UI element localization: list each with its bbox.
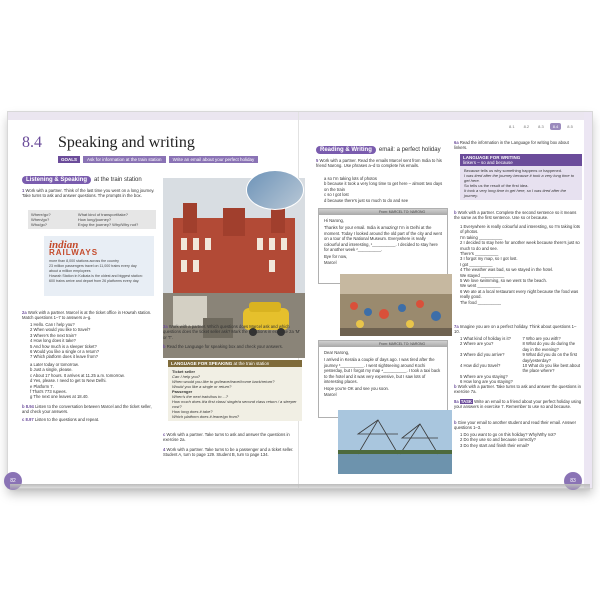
question-item: 5 And how much is a sleeper ticket? <box>30 343 97 349</box>
ex3c-text: Work with a partner. Take turns to ask and answer the questions in exercise 2a. <box>163 432 290 443</box>
exercise-3b: b Read the Language for speaking box and check your answers. <box>163 344 283 349</box>
ex3b-text: Read the Language for speaking box and check your answers. <box>166 344 283 349</box>
exercise-4: 4 Work with a partner. Take turns to be a passenger and a ticket seller. Student A, turn to page 129. Student B, turn to page 134. <box>163 447 294 458</box>
section-nav <box>506 123 576 130</box>
ex7a-item: 5 Where are you staying? <box>460 373 508 379</box>
lfs-line: When would you like to go/leave/travel/come back/return? <box>172 379 275 384</box>
fact-item: more than 8,000 stations across the country <box>49 259 119 263</box>
lfw-title: LANGUAGE FOR WRITING <box>463 155 521 160</box>
lfs-subtitle: at the train station <box>233 361 270 366</box>
question-item: 6 Would you like a single or a return? <box>30 349 100 355</box>
lfw-subtitle: linkers – so and because <box>463 160 513 165</box>
phrase-list <box>324 176 448 203</box>
page-number-left: 82 <box>4 472 22 490</box>
reading-heading <box>316 146 441 154</box>
reading-tag: Reading & Writing <box>316 146 376 154</box>
kerala-fishing-nets-photo <box>338 410 452 474</box>
ex7a-item: 7 Who are you with? <box>522 336 561 341</box>
exercise-6a: 6a Read the information in the Language for writing box about linkers. <box>454 140 569 151</box>
phrase-item: d because there's just so much to do and see <box>324 197 409 203</box>
email-1-signoff: Bye for now, <box>324 254 348 260</box>
lfs-line: Would you like a single or return? <box>172 384 232 389</box>
exercise-7a: 7a Imagine you are on a perfect holiday. Think about questions 1–10. <box>454 324 577 335</box>
exercise-1: 1 Work with a partner. Think of the last time you went on a long journey. Take turns to ask and answer questions. The prompts in the box. <box>22 188 155 199</box>
email-1-titlebar: From: MARCEL TO: NARONG <box>319 209 447 215</box>
ex6a-text: Read the information in the Language for writing box about linkers. <box>454 140 569 151</box>
ex6b-item: We stayed __________ <box>460 272 505 278</box>
email-2-body <box>319 347 447 400</box>
prompt-item: Where/go? <box>31 212 51 217</box>
ex6b-item: 5 We love swimming, so we went to the beach. <box>460 278 547 284</box>
language-for-speaking-box <box>168 360 302 421</box>
ex2b-text: Listen to the conversation between Marcel and the ticket seller, and check your answers. <box>22 404 152 415</box>
lfs-line: Can I help you? <box>172 374 201 379</box>
phrase-item: c so I got lost <box>324 192 349 198</box>
ex6b-item: We went __________ <box>460 283 501 289</box>
exercise-2b: b 8.94 Listen to the conversation between Marcel and the ticket seller, and check your answers. <box>22 404 152 415</box>
lfs-line: When's the next train/bus to ...? <box>172 394 229 399</box>
lfs-title: LANGUAGE FOR SPEAKING <box>171 361 233 366</box>
question-item: 7 Which platform does it leave from? <box>30 354 98 360</box>
nav-8-2[interactable]: 8.2 <box>523 124 530 129</box>
ex7a-text: Imagine you are on a perfect holiday. Think about questions 1–10. <box>454 324 577 335</box>
language-for-writing-box <box>460 154 582 200</box>
exercise-3a: 3a Work with a partner. Which questions does Marcel ask and which questions does the ticket seller ask? Mark the questions in exercise 2a 'M' or 'T'. <box>163 324 301 340</box>
ex6b-item: The food __________ <box>460 299 501 305</box>
goals-label: GOALS <box>58 156 80 163</box>
ex8b-item: 2 Do they use so and because correctly? <box>460 437 536 443</box>
lfw-line: So tells us the result of the first idea. <box>464 183 529 188</box>
nav-8-3[interactable]: 8.3 <box>538 124 544 129</box>
email-1-text: Thanks for your email. India is amazing! I'm in Delhi at the moment. Today I looked around the old part of the city and went on a tour of the National Museum. Everywhere is really colourful and interesting, ¹__________. I decided to stay here for another week ²__________. <box>324 225 442 253</box>
question-item: 3 Where's the next train? <box>30 332 77 338</box>
lfs-passenger: Passenger <box>172 389 193 394</box>
lfs-heading <box>168 360 302 367</box>
email-2-greeting: Dear Narong, <box>324 350 350 355</box>
answer-item: a Later today or tomorrow. <box>30 362 79 367</box>
lfs-ticket-seller: Ticket seller <box>172 369 196 374</box>
lfs-line: Which platform does it leave/go from? <box>172 414 240 419</box>
ex8b-item: 3 Do they start and finish their email? <box>460 442 530 448</box>
answer-item: e Platform 7. <box>30 383 54 389</box>
email-window-1 <box>318 208 448 284</box>
email-1-greeting: Hi Narong, <box>324 218 345 223</box>
lfs-line: How long does it take? <box>172 409 213 414</box>
prompt-item: Enjoy the journey? Why/Why not? <box>77 222 139 227</box>
prompt-box <box>28 210 156 229</box>
exercise-8b: b Give your email to another student and read their email. Answer questions 1–3. <box>454 420 576 431</box>
rail-facts-box <box>44 236 154 296</box>
lfw-line: Because tells us why something happens or happened. <box>464 168 563 173</box>
exercise-5: 5 Work with a partner. Read the emails Marcel sent from India to his friend Narong. Use phrases a–d to complete his emails. <box>316 158 442 169</box>
listening-sub: at the train station <box>94 177 142 183</box>
unit-number: 8.4 <box>22 134 42 151</box>
lfw-line: It took a very long time to get here, so I was tired after the journey. <box>464 188 567 198</box>
page-title: Speaking and writing <box>58 134 195 151</box>
nav-8-4[interactable]: 8.4 <box>550 123 562 130</box>
ex6b-text: Work with a partner. Complete the second sentence so it means the same as the first sentence. Use so or because. <box>454 210 577 221</box>
email-2-name: Marcel <box>324 391 337 397</box>
reading-sub: email: a perfect holiday <box>378 147 441 153</box>
ex6b-item: I'm taking __________ <box>460 234 503 240</box>
ex7a-item: 1 What kind of holiday is it? <box>460 336 511 341</box>
exercise-6b: b Work with a partner. Complete the second sentence so it means the same as the first sentence. Use so or because. <box>454 210 577 221</box>
goals-bar <box>58 156 258 163</box>
ticket-office-inset-photo <box>246 170 304 210</box>
prompt-item: When/go? <box>31 217 50 222</box>
ex8b-text: Give your email to another student and read their email. Answer questions 1–3. <box>454 420 576 431</box>
task-tag: TASK <box>460 399 472 404</box>
goal-2: Write an email about your perfect holiday <box>169 156 259 163</box>
ex6b-item: 4 The weather was bad, so we stayed in the hotel. <box>460 267 554 273</box>
fact-item: 23 million passengers travel on 11,000 trains every day <box>49 264 137 268</box>
nav-8-5[interactable]: 8.5 <box>567 124 573 129</box>
email-2-titlebar: From: MARCEL TO: NARONG <box>319 341 447 347</box>
ex7a-item: 6 How long are you staying? <box>460 379 513 385</box>
ex6b-item: 3 I forgot my map, so I got lost. <box>460 256 518 262</box>
lfw-line: I was tired after the journey because it took a very long time to get here. <box>464 173 575 183</box>
ex2c-text: Listen to the questions and repeat. <box>34 417 100 422</box>
answer-item: f That's 773 rupees. <box>30 389 67 395</box>
ex6b-item: There's __________ <box>460 251 499 257</box>
audio-tag-2b[interactable]: 8.94 <box>25 404 34 409</box>
prompt-item: Who/go? <box>31 222 48 227</box>
answer-item: b Just a single, please. <box>30 367 73 373</box>
ex6b-item: 1 Everywhere is really colourful and interesting, so I'm taking lots of photos. <box>460 224 580 235</box>
ex7a-item: 2 Where are you? <box>460 341 494 347</box>
prompt-item: What kind of transport/take? <box>77 212 128 217</box>
nets-illustration <box>338 410 452 474</box>
email-2-signoff: Hope you're OK and see you soon. <box>324 386 390 392</box>
ex7a-item: 10 What do you like best about the place where? <box>522 363 580 374</box>
email-1-name: Marcel <box>324 259 337 265</box>
listening-tag: Listening & Speaking <box>22 176 91 184</box>
ex8b-items <box>460 432 582 448</box>
exercise-8a: 8a TASK Write an email to a friend about your perfect holiday using your answers in exercise 7. Remember to use so and because. <box>454 399 582 410</box>
ex1-text: Work with a partner. Think of the last time you went on a long journey. Take turns to ask and answer questions. The prompts in the box. <box>22 188 155 199</box>
ex5-text: Work with a partner. Read the emails Marcel sent from India to his friend Narong. Use phrases a–d to complete his emails. <box>316 158 442 169</box>
spread-shadow <box>10 484 590 492</box>
ex3a-text: Work with a partner. Which questions does Marcel ask and which questions does the ticket seller ask? Mark the questions in exercise 2a 'M' or 'T'. <box>163 324 301 340</box>
answer-item: c About 17 hours. It arrives at 11.25 a.m. tomorrow. <box>30 372 125 378</box>
ex7a-item: 3 Where did you arrive? <box>460 352 505 358</box>
fact-item: about a million employees <box>49 269 91 273</box>
question-item: 1 Hello. Can I help you? <box>30 322 75 327</box>
question-list <box>30 322 158 360</box>
textbook-spread <box>8 112 592 488</box>
ex7b-text: Work with a partner. Take turns to ask and answer the questions in exercise 7a. <box>454 384 581 395</box>
question-item: 4 How long does it take? <box>30 338 76 344</box>
indian-railways-logo: indian <box>49 239 79 251</box>
answer-item: d Yes, please. I need to get to New Delhi. <box>30 378 107 384</box>
ex6b-item: I got __________ <box>460 261 493 267</box>
email-2-text: I arrived in Kerala a couple of days ago. I was tired after the journey ³__________. I went sightseeing around Kochi yesterday, but I forgot my map ⁴__________. I took a taxi back to the hotel and it was very expensive, but I saw lots of interesting places. <box>324 357 441 385</box>
lfs-line: How much does it/a first class/ single/a second class return / a sleeper cost? <box>172 399 297 409</box>
ex6b-item: 2 I decided to stay here for another week because there's just so much to do and see. <box>460 240 580 251</box>
top-strip <box>8 112 592 120</box>
rail-facts <box>49 259 149 284</box>
ex4-text: Work with a partner. Take turns to be a passenger and a ticket seller. Student A, turn to page 129. Student B, turn to page 134. <box>163 447 294 458</box>
answer-item: g The next one leaves at 18.40. <box>30 394 89 400</box>
ex2a-text: Work with a partner. Marcel is at the ticket office in Howrah station. Match questions 1–7 to answers a–g. <box>22 310 152 321</box>
prompt-item: How long/journey? <box>77 217 112 222</box>
ex8a-text: Write an email to a friend about your perfect holiday using your answers in exercise 7. Remember to use so and because. <box>454 399 582 410</box>
audio-tag-2c[interactable]: 8.97 <box>25 417 34 422</box>
fact-item: Howrah Station in Kolkata is the oldest and biggest station: 600 trains arrive and depart from 26 platforms every day. <box>49 274 143 283</box>
indian-railways-logo-sub: RAILWAYS <box>49 248 99 257</box>
listening-heading <box>22 176 142 184</box>
ex7a-item: 8 What do you do during the day in the evening? <box>522 341 576 352</box>
email-1-body <box>319 215 447 268</box>
exercise-2c: c 8.97 Listen to the questions and repeat. <box>22 417 100 422</box>
ex7a-item: 4 How did you travel? <box>460 363 501 369</box>
ex8b-item: 1 Do you want to go on this holiday? Why/Why not? <box>460 432 556 437</box>
market-illustration <box>340 274 452 336</box>
page-number-right: 83 <box>564 472 582 490</box>
question-item: 2 When would you like to travel? <box>30 327 91 333</box>
answer-list <box>30 362 158 400</box>
nav-8-1[interactable]: 8.1 <box>509 124 515 129</box>
lfw-heading <box>460 154 582 166</box>
delhi-market-photo <box>340 274 452 336</box>
ex7a-item: 9 What did you do on the first day/yesterday? <box>522 352 577 363</box>
ex6b-item: 6 We ate at a local restaurant every night because the food was really good. <box>460 288 579 300</box>
email-window-2 <box>318 340 448 418</box>
goal-1: Ask for information at the train station <box>83 156 166 163</box>
exercise-3c: c Work with a partner. Take turns to ask and answer the questions in exercise 2a. <box>163 432 290 443</box>
ex7a-items <box>460 336 582 385</box>
exercise-2a: 2a Work with a partner. Marcel is at the ticket office in Howrah station. Match questions 1–7 to answers a–g. <box>22 310 152 321</box>
phrase-item: b because it took a very long time to get here – almost two days on the train <box>324 181 443 192</box>
phrase-item: a so I'm taking lots of photos <box>324 176 377 181</box>
exercise-7b: b Work with a partner. Take turns to ask and answer the questions in exercise 7a. <box>454 384 581 395</box>
ex6b-items <box>460 224 582 305</box>
page-edge-tint <box>584 112 592 488</box>
